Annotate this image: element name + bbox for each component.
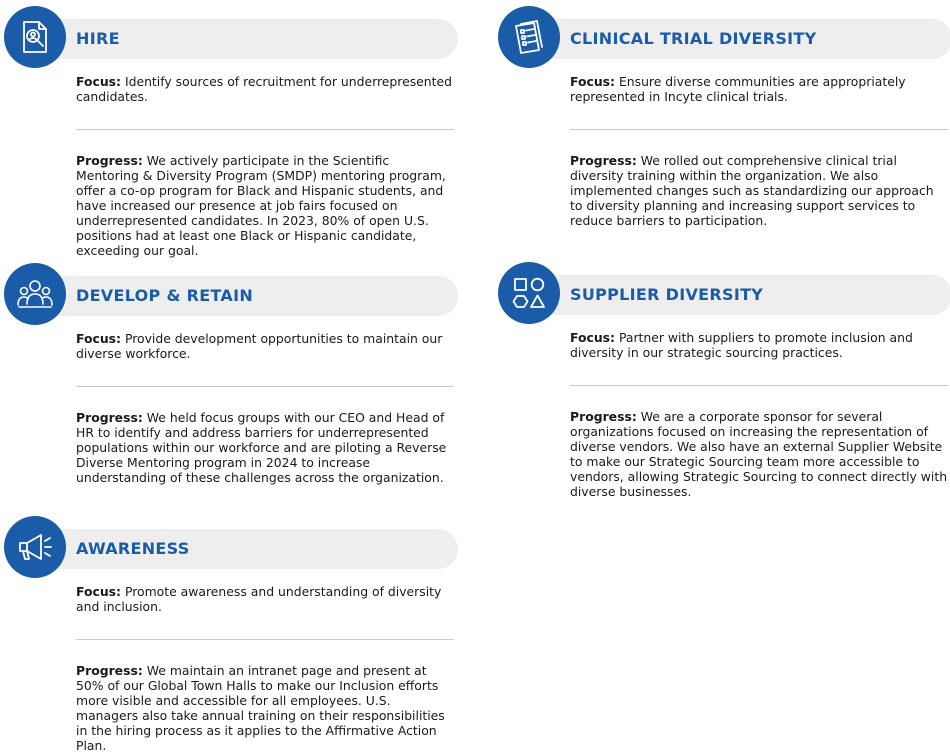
focus-label: Focus: [76,331,121,346]
section-title: CLINICAL TRIAL DIVERSITY [570,29,817,48]
progress-label: Progress: [76,153,143,168]
divider [76,386,454,387]
divider [570,385,948,386]
progress-value: We maintain an intranet page and present at 50% of our Global Town Halls to make our Inclusion efforts more visible and accessible for all employees. U.S. managers also take annual training on their responsibilities in the hiring process as it applies to the Affirmative Action Plan. [76,663,445,753]
progress-label: Progress: [570,153,637,168]
section-title: AWARENESS [76,539,190,558]
awareness-header [0,512,458,576]
icon-circle [498,262,560,324]
focus-value: Partner with suppliers to promote inclusion and diversity in our strategic sourcing practices. [570,330,913,360]
supplier-header [494,258,950,322]
icon-circle [498,6,560,68]
progress-value: We actively participate in the Scientific Mentoring & Diversity Program (SMDP) mentoring program, offer a co-op program for Black and Hispanic students, and have increased our presence at job fairs focused on underrepresented candidates. In 2023, 80% of open U.S. positions had at least one Black or Hispanic candidate, exceeding our goal. [76,153,446,258]
progress-text [76,663,454,753]
focus-label: Focus: [76,74,121,89]
divider [570,129,948,130]
supplier-diversity-card [494,258,950,499]
progress-label: Progress: [76,663,143,678]
develop-header [0,259,458,323]
divider [76,639,454,640]
focus-text [570,74,948,104]
clinical-header [494,2,950,66]
people-group-icon [15,274,55,314]
develop-retain-card [0,259,458,485]
focus-text [76,331,454,361]
clipboard-checklist-icon [509,17,549,57]
icon-circle [4,263,66,325]
hire-card [0,2,458,258]
progress-text [570,153,948,228]
megaphone-icon [15,527,55,567]
progress-text [76,410,454,485]
focus-text [76,74,454,104]
clinical-trial-diversity-card [494,2,950,228]
focus-text [76,584,454,614]
shapes-icon [509,273,549,313]
focus-text [570,330,948,360]
focus-value: Promote awareness and understanding of diversity and inclusion. [76,584,442,614]
progress-value: We rolled out comprehensive clinical trial diversity training within the organization. We also implemented changes such as standardizing our approach to diversity planning and increasing support services to reduce barriers to participation. [570,153,934,228]
icon-circle [4,6,66,68]
awareness-card [0,512,458,753]
section-title: HIRE [76,29,120,48]
focus-value: Ensure diverse communities are appropriately represented in Incyte clinical trials. [570,74,906,104]
progress-value: We are a corporate sponsor for several organizations focused on increasing the representation of diverse vendors. We also have an external Supplier Website to make our Strategic Sourcing team more accessible to vendors, allowing Strategic Sourcing to connect directly with diverse businesses. [570,409,948,499]
divider [76,129,454,130]
hire-header [0,2,458,66]
focus-label: Focus: [570,330,615,345]
focus-label: Focus: [76,584,121,599]
progress-label: Progress: [76,410,143,425]
focus-label: Focus: [570,74,615,89]
section-title: SUPPLIER DIVERSITY [570,285,764,304]
resume-search-icon [15,17,55,57]
progress-text [76,153,454,258]
focus-value: Identify sources of recruitment for underrepresented candidates. [76,74,452,104]
section-title: DEVELOP & RETAIN [76,286,254,305]
progress-text [570,409,948,499]
focus-value: Provide development opportunities to maintain our diverse workforce. [76,331,443,361]
icon-circle [4,516,66,578]
progress-label: Progress: [570,409,637,424]
progress-value: We held focus groups with our CEO and Head of HR to identify and address barriers for underrepresented populations within our workforce and are piloting a Reverse Diverse Mentoring program in 2024 to increase understanding of these challenges across the organization. [76,410,447,485]
